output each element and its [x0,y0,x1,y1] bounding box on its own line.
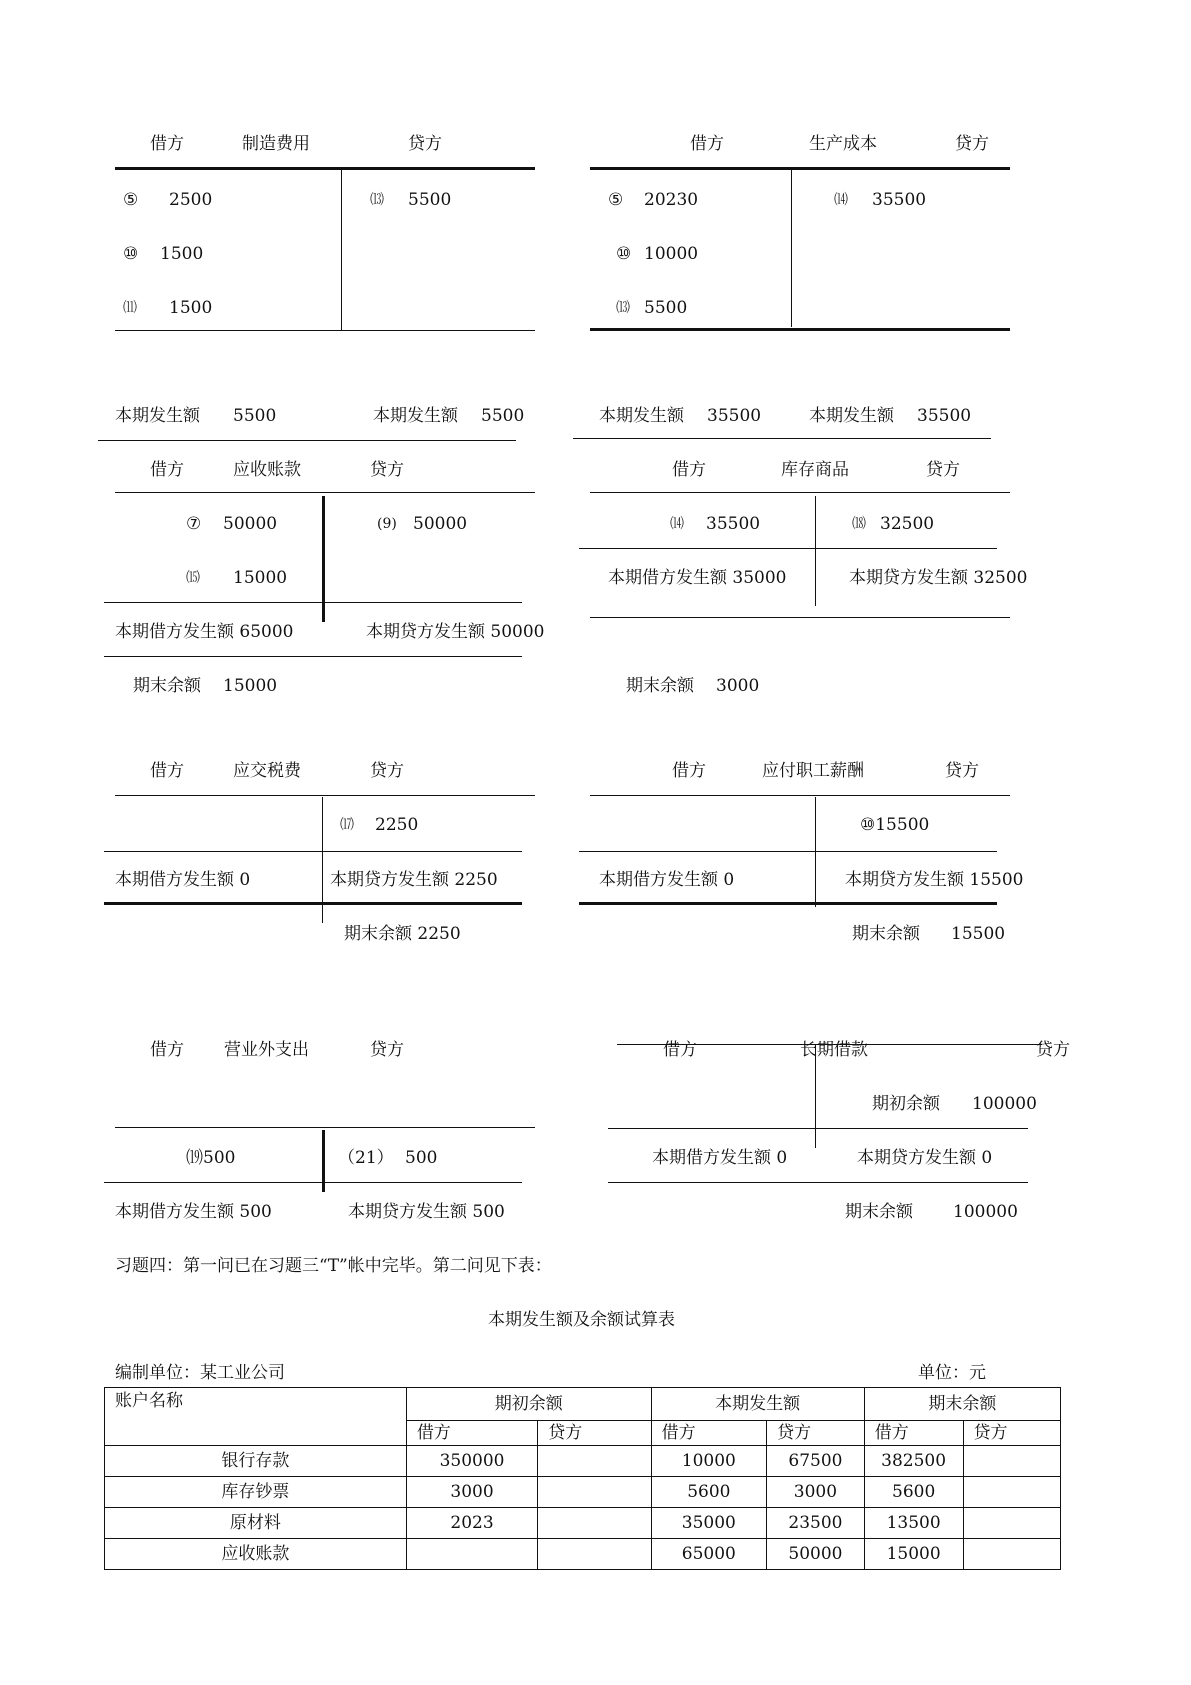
credit-period-sum: 本期贷方发生额 32500 [849,568,1028,588]
account-title: 营业外支出 [224,1040,309,1060]
ending-balance-label: 期末余额 [626,676,694,696]
t-center-line [815,797,816,907]
t-mid-line [104,851,522,852]
entry-value: 10000 [644,244,699,264]
table-cell [963,1477,1061,1508]
debit-period-sum: 本期借方发生额 500 [115,1202,272,1222]
entry-value: 35500 [872,190,927,210]
credit-entry: ⑩15500 [860,815,930,835]
t-bottom-line [590,328,1010,331]
column-subheader: 借方 [864,1421,963,1446]
entry-marker: ⒅ [852,516,866,532]
table-cell [963,1508,1061,1539]
column-subheader: 贷方 [963,1421,1061,1446]
entry-value: 1500 [169,298,213,318]
t-top-line [590,795,1010,796]
sum-line [104,656,522,657]
account-title: 应付职工薪酬 [762,761,864,781]
entry-value: 2500 [169,190,213,210]
credit-label: 贷方 [370,1040,404,1060]
account-title: 应收账款 [233,460,301,480]
t-bottom-line [608,1182,1028,1183]
t-center-line [791,170,792,327]
entry-marker: （21） [338,1148,394,1168]
table-title: 本期发生额及余额试算表 [488,1310,675,1330]
period-sum-value: 35500 [917,406,972,426]
table-row [105,1539,1061,1570]
t-top-line [115,492,535,493]
t-top-line [115,1127,535,1128]
credit-label: 贷方 [955,134,989,154]
t-bottom-line [590,617,1010,618]
debit-period-sum: 本期借方发生额 0 [115,870,251,890]
debit-label: 借方 [672,460,706,480]
t-top-line [590,167,1010,170]
t-center-line [322,496,325,622]
period-sum-value: 5500 [233,406,277,426]
table-row [105,1446,1061,1477]
column-group-header: 期末余额 [864,1388,1060,1421]
debit-entry: ⒆500 [186,1148,236,1168]
credit-period-sum: 本期贷方发生额 15500 [845,870,1024,890]
t-mid-line [579,851,997,852]
t-center-line [341,170,342,330]
entry-value: 32500 [880,514,935,534]
table-cell [963,1539,1061,1570]
table-cell [538,1446,651,1477]
entry-marker: (9) [377,516,397,532]
preparer-unit: 编制单位：某工业公司 [115,1363,285,1383]
debit-period-sum: 本期借方发生额 0 [652,1148,788,1168]
table-cell [538,1508,651,1539]
entry-marker: ⑦ [186,514,202,534]
account-title: 长期借款 [800,1040,868,1060]
debit-label: 借方 [150,134,184,154]
entry-marker: ⒂ [186,570,200,586]
table-cell: 67500 [767,1446,865,1477]
t-center-line [815,496,816,606]
table-cell: 10000 [651,1446,767,1477]
debit-label: 借方 [150,761,184,781]
ending-balance-label: 期末余额 [845,1202,913,1222]
t-bottom-line [104,1182,522,1183]
column-group-header: 期初余额 [406,1388,651,1421]
table-cell: 382500 [864,1446,963,1477]
period-sum-label: 本期发生额 [599,406,684,426]
column-subheader: 贷方 [538,1421,651,1446]
table-cell: 50000 [767,1539,865,1570]
account-title: 生产成本 [809,134,877,154]
ending-balance-value: 15500 [951,924,1006,944]
t-center-line [815,1044,816,1148]
exercise-text: 习题四：第一问已在习题三“T”帐中完毕。第二问见下表： [115,1256,552,1276]
table-cell: 13500 [864,1508,963,1539]
column-subheader: 借方 [651,1421,767,1446]
ending-balance-value: 15000 [223,676,278,696]
debit-period-sum: 本期借方发生额 65000 [115,622,294,642]
table-cell: 3000 [767,1477,865,1508]
entry-marker: ⑩ [123,244,139,264]
entry-marker: ⒀ [370,192,384,208]
table-cell [963,1446,1061,1477]
entry-value: 2250 [375,815,419,835]
credit-label: 贷方 [926,460,960,480]
table-row [105,1477,1061,1508]
table-cell: 库存钞票 [105,1477,407,1508]
entry-marker: ⒁ [670,516,684,532]
table-cell: 350000 [406,1446,537,1477]
debit-label: 借方 [150,1040,184,1060]
t-bottom-line [104,602,522,603]
credit-label: 贷方 [408,134,442,154]
account-title: 应交税费 [233,761,301,781]
table-row [105,1508,1061,1539]
credit-label: 贷方 [370,460,404,480]
table-cell: 5600 [651,1477,767,1508]
entry-value: 50000 [223,514,278,534]
period-sum-value: 5500 [481,406,525,426]
entry-value: 1500 [160,244,204,264]
debit-label: 借方 [150,460,184,480]
credit-label: 贷方 [370,761,404,781]
account-title: 制造费用 [242,134,310,154]
ending-balance-label: 期末余额 [133,676,201,696]
table-cell [538,1539,651,1570]
table-cell: 23500 [767,1508,865,1539]
debit-period-sum: 本期借方发生额 0 [599,870,735,890]
column-group-header: 本期发生额 [651,1388,864,1421]
sum-line [573,438,991,439]
table-cell: 应收账款 [105,1539,407,1570]
entry-value: 20230 [644,190,699,210]
entry-marker: ⑾ [123,300,137,316]
table-cell: 65000 [651,1539,767,1570]
entry-marker: ⒄ [340,817,354,833]
column-header-account: 账户名称 [105,1388,407,1446]
currency-unit: 单位：元 [918,1363,986,1383]
sum-line [98,440,516,441]
t-top-line [590,492,1010,493]
credit-period-sum: 本期贷方发生额 2250 [330,870,498,890]
credit-period-sum: 本期贷方发生额 50000 [366,622,545,642]
debit-label: 借方 [690,134,724,154]
period-sum-label: 本期发生额 [115,406,200,426]
t-top-line [115,795,535,796]
t-bottom-line [579,902,997,905]
entry-marker: ⒀ [616,300,630,316]
ending-balance-value: 100000 [953,1202,1018,1222]
account-title: 库存商品 [781,460,849,480]
opening-balance-label: 期初余额 [872,1094,940,1114]
table-cell: 3000 [406,1477,537,1508]
entry-marker: ⑤ [608,190,624,210]
table-cell: 2023 [406,1508,537,1539]
trial-balance-table [104,1387,1061,1570]
table-cell [538,1477,651,1508]
ending-balance-label: 期末余额 [852,924,920,944]
period-sum-label: 本期发生额 [809,406,894,426]
t-bottom-line [104,902,522,905]
table-cell: 15000 [864,1539,963,1570]
credit-label: 贷方 [945,761,979,781]
table-cell: 35000 [651,1508,767,1539]
credit-period-sum: 本期贷方发生额 500 [348,1202,505,1222]
t-bottom-line [115,330,535,331]
entry-value: 15000 [233,568,288,588]
entry-value: 35500 [706,514,761,534]
t-mid-line [608,1128,1028,1129]
entry-marker: ⑩ [616,244,632,264]
entry-value: 5500 [644,298,688,318]
table-cell [406,1539,537,1570]
debit-label: 借方 [672,761,706,781]
entry-value: 50000 [413,514,468,534]
opening-balance-value: 100000 [972,1094,1037,1114]
t-top-line [115,167,535,170]
table-header-row [105,1388,1061,1421]
debit-label: 借方 [663,1040,697,1060]
debit-period-sum: 本期借方发生额 35000 [608,568,787,588]
entry-marker: ⑤ [123,190,139,210]
entry-value: 5500 [408,190,452,210]
column-subheader: 借方 [406,1421,537,1446]
entry-marker: ⒁ [834,192,848,208]
period-sum-value: 35500 [707,406,762,426]
credit-period-sum: 本期贷方发生额 0 [857,1148,993,1168]
column-subheader: 贷方 [767,1421,865,1446]
table-cell: 原材料 [105,1508,407,1539]
t-mid-line [579,548,997,549]
credit-label: 贷方 [1036,1040,1070,1060]
table-cell: 5600 [864,1477,963,1508]
table-cell: 银行存款 [105,1446,407,1477]
ending-balance: 期末余额 2250 [344,924,461,944]
entry-value: 500 [405,1148,438,1168]
period-sum-label: 本期发生额 [373,406,458,426]
ending-balance-value: 3000 [716,676,760,696]
